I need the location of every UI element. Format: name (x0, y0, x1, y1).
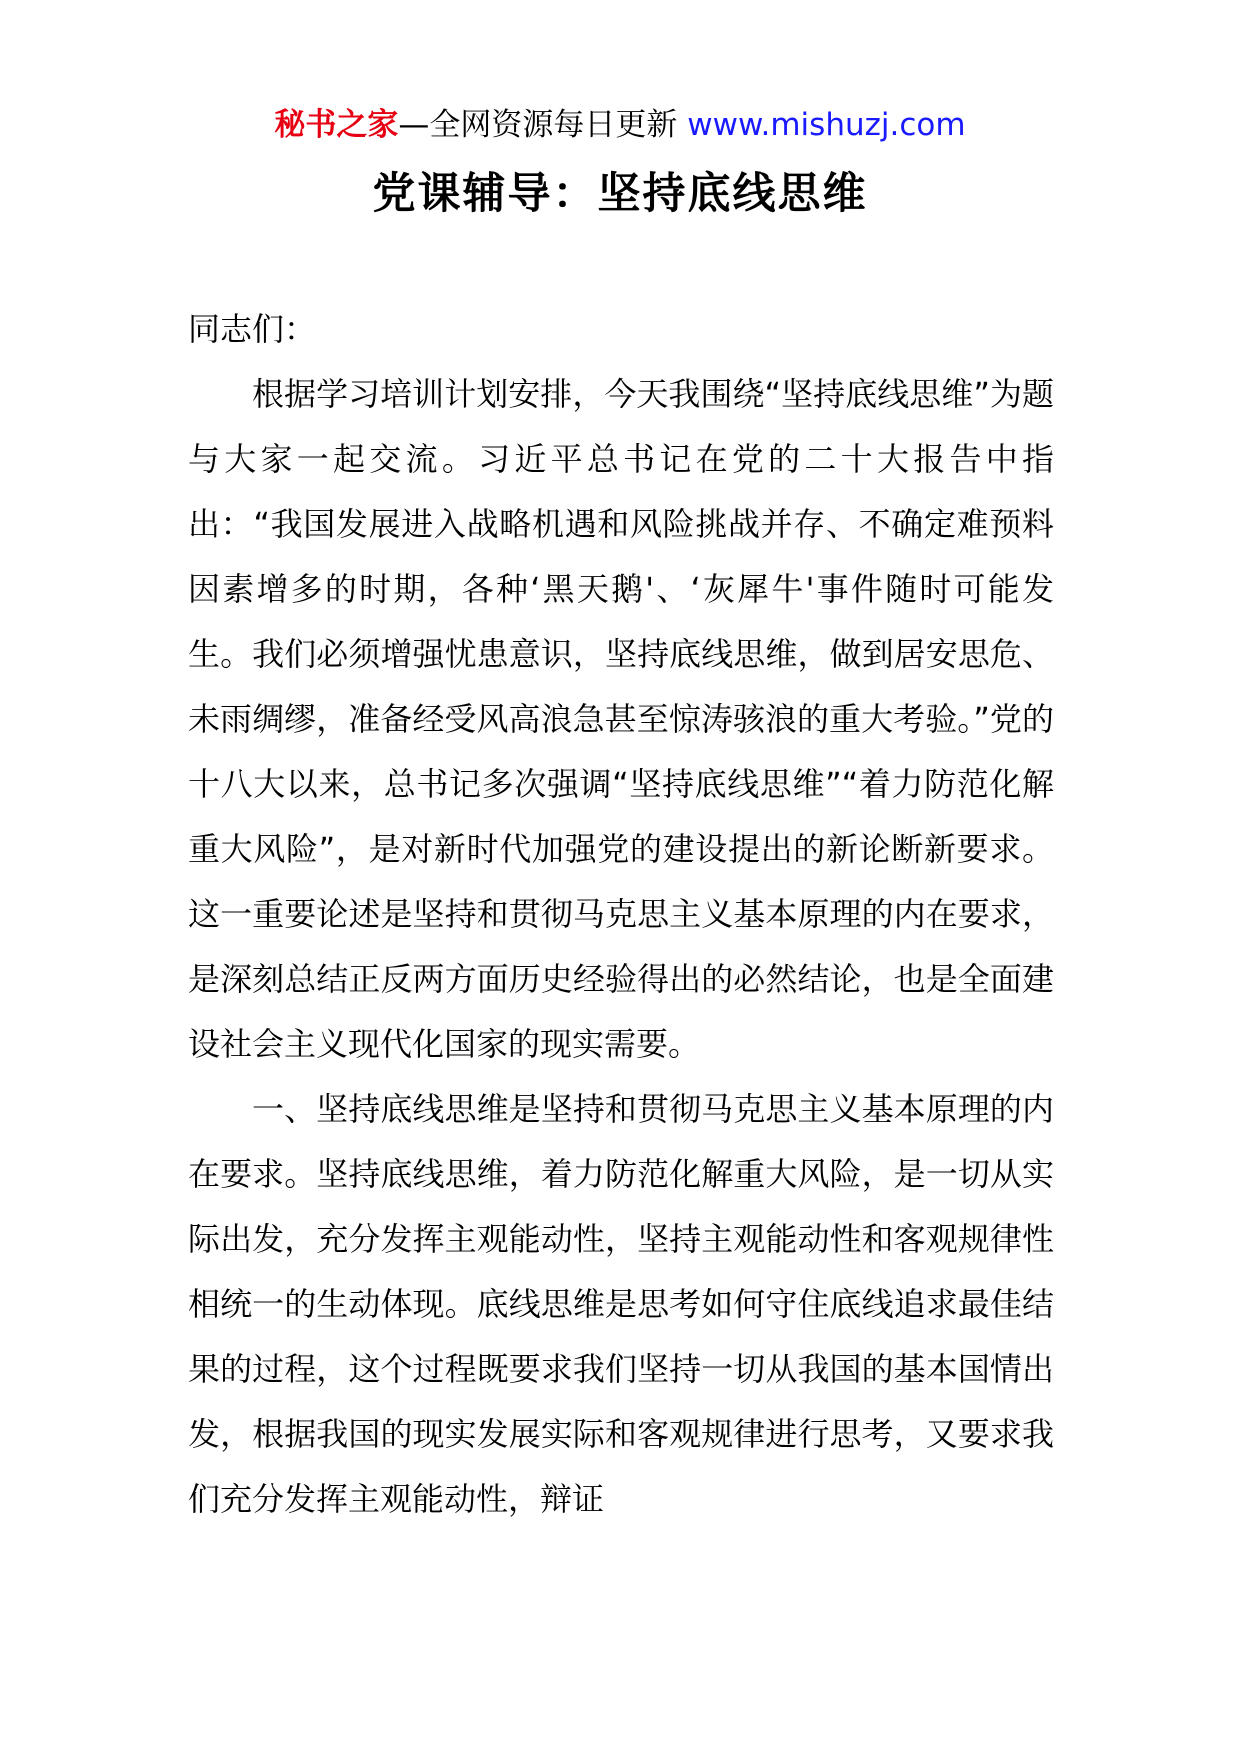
document-body (188, 297, 1054, 1532)
site-tagline: —全网资源每日更新 (398, 107, 688, 143)
site-url-link[interactable]: www.mishuzj.com (687, 107, 966, 143)
site-header (0, 104, 1240, 146)
paragraph-intro: 根据学习培训计划安排，今天我围绕“坚持底线思维”为题与大家一起交流。习近平总书记在党的二十大报告中指出：“我国发展进入战略机遇和风险挑战并存、不确定难预料因素增多的时期，各种‘黑天鹅'、‘灰犀牛'事件随时可能发生。我们必须增强忧患意识，坚持底线思维，做到居安思危、未雨绸缪，准备经受风高浪急甚至惊涛骇浪的重大考验。”党的十八大以来，总书记多次强调“坚持底线思维”“着力防范化解重大风险”，是对新时代加强党的建设提出的新论断新要求。这一重要论述是坚持和贯彻马克思主义基本原理的内在要求，是深刻总结正反两方面历史经验得出的必然结论，也是全面建设社会主义现代化国家的现实需要。 (188, 375, 1054, 1063)
paragraph-section-one: 一、坚持底线思维是坚持和贯彻马克思主义基本原理的内在要求。坚持底线思维，着力防范化解重大风险，是一切从实际出发，充分发挥主观能动性，坚持主观能动性和客观规律性相统一的生动体现。底线思维是思考如何守住底线追求最佳结果的过程，这个过程既要求我们坚持一切从我国的基本国情出发，根据我国的现实发展实际和客观规律进行思考，又要求我们充分发挥主观能动性，辩证 (188, 1090, 1054, 1518)
greeting: 同志们： (188, 310, 317, 348)
site-brand-name: 秘书之家 (274, 107, 399, 143)
document-title: 党课辅导：坚持底线思维 (372, 169, 868, 219)
